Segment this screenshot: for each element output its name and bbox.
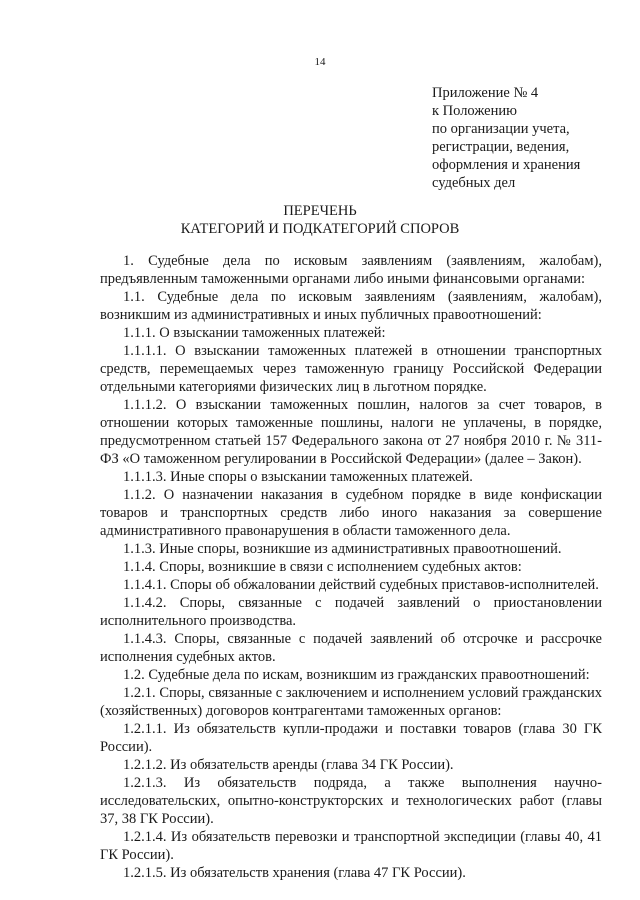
- paragraph-1-1-1-2: 1.1.1.2. О взыскании таможенных пошлин, налогов за счет товаров, в отношении которых таможенные пошлины, налоги не уплачены, в порядке, предусмотренном статьей 157 Федерального закона от 27 ноября 2010 г. № 311-ФЗ «О таможенном регулировании в Российской Федерации» (далее – Закон).: [100, 397, 602, 467]
- paragraph-1-1-4-3: 1.1.4.3. Споры, связанные с подачей заявлений об отсрочке и рассрочке исполнения судебных актов.: [100, 631, 602, 665]
- appendix-line: по организации учета,: [432, 121, 570, 137]
- paragraph-1-2: 1.2. Судебные дела по искам, возникшим из гражданских правоотношений:: [123, 667, 590, 683]
- appendix-header: [432, 84, 622, 192]
- paragraph-1-1-4-2: 1.1.4.2. Споры, связанные с подачей заявлений о приостановлении исполнительного производства.: [100, 595, 602, 629]
- page-number: 14: [314, 56, 326, 68]
- paragraph-1-1-4-1: 1.1.4.1. Споры об обжаловании действий судебных приставов-исполнителей.: [123, 577, 599, 593]
- paragraph-1-2-1-4: 1.2.1.4. Из обязательств перевозки и транспортной экспедиции (главы 40, 41 ГК России).: [100, 829, 602, 863]
- paragraph-1-2-1-3: 1.2.1.3. Из обязательств подряда, а также выполнения научно-исследовательских, опытно-конструкторских и технологических работ (главы 37, 38 ГК России).: [100, 775, 602, 827]
- appendix-line: Приложение № 4: [432, 85, 539, 101]
- paragraph-1-2-1-2: 1.2.1.2. Из обязательств аренды (глава 34 ГК России).: [123, 757, 454, 773]
- appendix-line: регистрации, ведения,: [432, 139, 570, 155]
- paragraph-1-1: 1.1. Судебные дела по исковым заявлениям (заявлениям, жалобам), возникшим из административных и иных публичных правоотношений:: [100, 289, 602, 323]
- paragraph-1-2-1: 1.2.1. Споры, связанные с заключением и исполнением условий гражданских (хозяйственных) договоров контрагентами таможенных органов:: [100, 685, 602, 719]
- paragraph-1-2-1-5: 1.2.1.5. Из обязательств хранения (глава 47 ГК России).: [123, 865, 466, 881]
- title-line-1: ПЕРЕЧЕНЬ: [283, 203, 357, 219]
- title-line-2: КАТЕГОРИЙ И ПОДКАТЕГОРИЙ СПОРОВ: [180, 221, 460, 237]
- document-body: [100, 252, 602, 882]
- appendix-line: оформления и хранения: [432, 157, 581, 173]
- paragraph-1: 1. Судебные дела по исковым заявлениям (заявлениям, жалобам), предъявленным таможенными органами либо иными финансовыми органами:: [100, 253, 602, 287]
- paragraph-1-1-3: 1.1.3. Иные споры, возникшие из административных правоотношений.: [123, 541, 562, 557]
- appendix-line: судебных дел: [432, 175, 516, 191]
- paragraph-1-1-2: 1.1.2. О назначении наказания в судебном порядке в виде конфискации товаров и транспортных средств либо иного наказания за совершение административного правонарушения в области таможенного дела.: [100, 487, 602, 539]
- paragraph-1-1-1-3: 1.1.1.3. Иные споры о взыскании таможенных платежей.: [123, 469, 473, 485]
- paragraph-1-2-1-1: 1.2.1.1. Из обязательств купли-продажи и поставки товаров (глава 30 ГК России).: [100, 721, 602, 755]
- paragraph-1-1-1-1: 1.1.1.1. О взыскании таможенных платежей в отношении транспортных средств, перемещаемых через таможенную границу Российской Федерации отдельными категориями физических лиц в льготном порядке.: [100, 343, 602, 395]
- paragraph-1-1-1: 1.1.1. О взыскании таможенных платежей:: [123, 325, 386, 341]
- paragraph-1-1-4: 1.1.4. Споры, возникшие в связи с исполнением судебных актов:: [123, 559, 522, 575]
- appendix-line: к Положению: [432, 103, 517, 119]
- document-title: [0, 202, 640, 238]
